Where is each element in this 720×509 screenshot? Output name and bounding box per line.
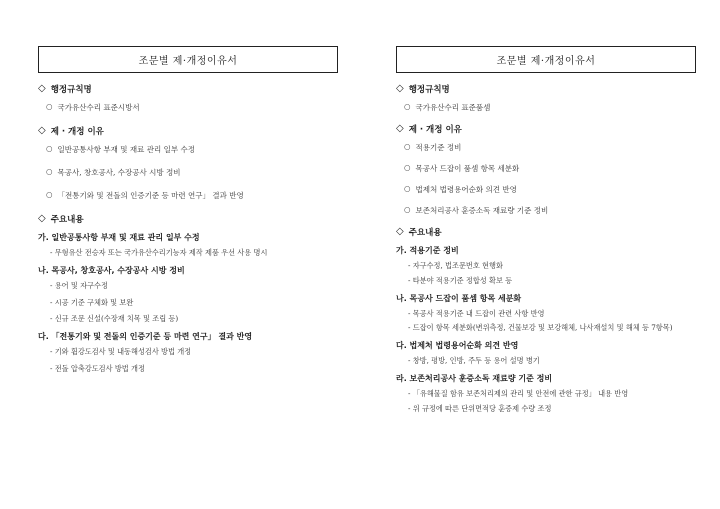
document-title-box (38, 46, 338, 73)
list-item (404, 142, 696, 153)
detail-item: - 기와 휨강도검사 및 내동해성검사 방법 개정 (50, 347, 192, 357)
section-heading-label: 제 · 개정 이유 (50, 127, 104, 137)
section-heading-label: 주요내용 (50, 215, 84, 225)
list-item (404, 102, 696, 113)
detail-item: - 시공 기준 구체화 및 보완 (50, 297, 134, 307)
list-item (46, 167, 338, 178)
section-heading (38, 213, 338, 225)
document-title: 조문별 제·개정이유서 (138, 56, 238, 67)
list-item-text: 목공사, 창호공사, 수장공사 시방 정비 (57, 168, 181, 177)
section-heading-label: 행정규칙명 (408, 85, 450, 95)
detail-item: - 위 규정에 따른 단위면적당 훈증제 수량 조정 (408, 403, 552, 413)
sub-heading: 나. 목공사, 창호공사, 수장공사 시방 정비 (38, 265, 185, 275)
detail-item: - 창방, 평방, 인방, 주두 등 용어 설명 병기 (408, 356, 540, 366)
detail-item: - 용어 및 자구수정 (50, 280, 108, 290)
list-item-text: 국가유산수리 표준시방서 (57, 103, 140, 112)
circle-bullet-icon: ○ (404, 102, 411, 111)
diamond-icon: ◇ (396, 226, 404, 237)
list-item (404, 205, 696, 216)
section-heading (38, 83, 338, 95)
diamond-icon: ◇ (38, 125, 46, 136)
document-title-box (396, 46, 696, 73)
list-item-text: 보존처리공사 훈증소독 재료량 기준 정비 (415, 206, 549, 215)
list-item-text: 적용기준 정비 (415, 143, 462, 152)
section-heading-label: 행정규칙명 (50, 85, 92, 95)
circle-bullet-icon: ○ (404, 163, 411, 172)
detail-item: - 「유해물질 함유 보존처리제의 관리 및 안전에 관한 규정」 내용 반영 (408, 388, 629, 398)
detail-item: - 목공사 적용기준 내 드잡이 관련 사항 반영 (408, 308, 545, 318)
right-document (396, 46, 696, 419)
list-item (46, 144, 338, 155)
section-heading (396, 123, 696, 135)
list-item (46, 102, 338, 113)
detail-item: - 타분야 적용기준 정합성 확보 등 (408, 275, 513, 285)
circle-bullet-icon: ○ (404, 205, 411, 214)
detail-item: - 무형유산 전승자 또는 국가유산수리기능자 제작 제품 우선 사용 명시 (50, 248, 268, 257)
diamond-icon: ◇ (396, 123, 404, 134)
sub-heading: 가. 적용기준 정비 (396, 246, 459, 255)
sub-heading: 나. 목공사 드잡이 품셈 항목 세분화 (396, 293, 522, 303)
list-item-text: 목공사 드잡이 품셈 항목 세분화 (415, 164, 520, 173)
detail-item: - 신규 조문 신설(수장재 치목 및 조립 등) (50, 314, 179, 324)
list-item (404, 163, 696, 174)
section-heading (396, 226, 696, 238)
section-heading (396, 83, 696, 95)
detail-item: - 드잡이 항목 세분화(변위측정, 건물보강 및 보강해체, 나사재설치 및 해체 등 7항목) (408, 323, 673, 333)
sub-heading: 가. 일반공통사항 부재 및 재료 관리 일부 수정 (38, 233, 200, 242)
detail-item: - 자구수정, 법조문번호 현행화 (408, 261, 503, 270)
list-item-text: 「전통기와 및 전돌의 인증기준 등 마련 연구」 결과 반영 (57, 191, 244, 200)
circle-bullet-icon: ○ (46, 167, 53, 176)
circle-bullet-icon: ○ (404, 142, 411, 151)
document-title: 조문별 제·개정이유서 (496, 56, 596, 67)
section-heading-label: 주요내용 (408, 228, 442, 238)
list-item-text: 국가유산수리 표준품셈 (415, 103, 491, 112)
diamond-icon: ◇ (38, 83, 46, 94)
circle-bullet-icon: ○ (46, 190, 53, 199)
left-document (38, 46, 338, 381)
list-item (404, 184, 696, 195)
section-heading (38, 125, 338, 137)
list-item-text: 일반공통사항 부재 및 재료 관리 일부 수정 (57, 145, 196, 154)
circle-bullet-icon: ○ (404, 184, 411, 193)
list-item-text: 법제처 법령용어순화 의견 반영 (415, 185, 517, 194)
sub-heading: 다. 법제처 법령용어순화 의견 반영 (396, 341, 519, 351)
section-heading-label: 제 · 개정 이유 (408, 125, 462, 135)
sub-heading: 다. 「전통기와 및 전돌의 인증기준 등 마련 연구」 결과 반영 (38, 332, 253, 342)
sub-heading: 라. 보존처리공사 훈증소독 재료량 기준 정비 (396, 373, 553, 383)
detail-item: - 전돌 압축강도검사 방법 개정 (50, 363, 145, 373)
diamond-icon: ◇ (396, 83, 404, 94)
diamond-icon: ◇ (38, 213, 46, 224)
circle-bullet-icon: ○ (46, 102, 53, 111)
circle-bullet-icon: ○ (46, 144, 53, 153)
list-item (46, 190, 338, 201)
